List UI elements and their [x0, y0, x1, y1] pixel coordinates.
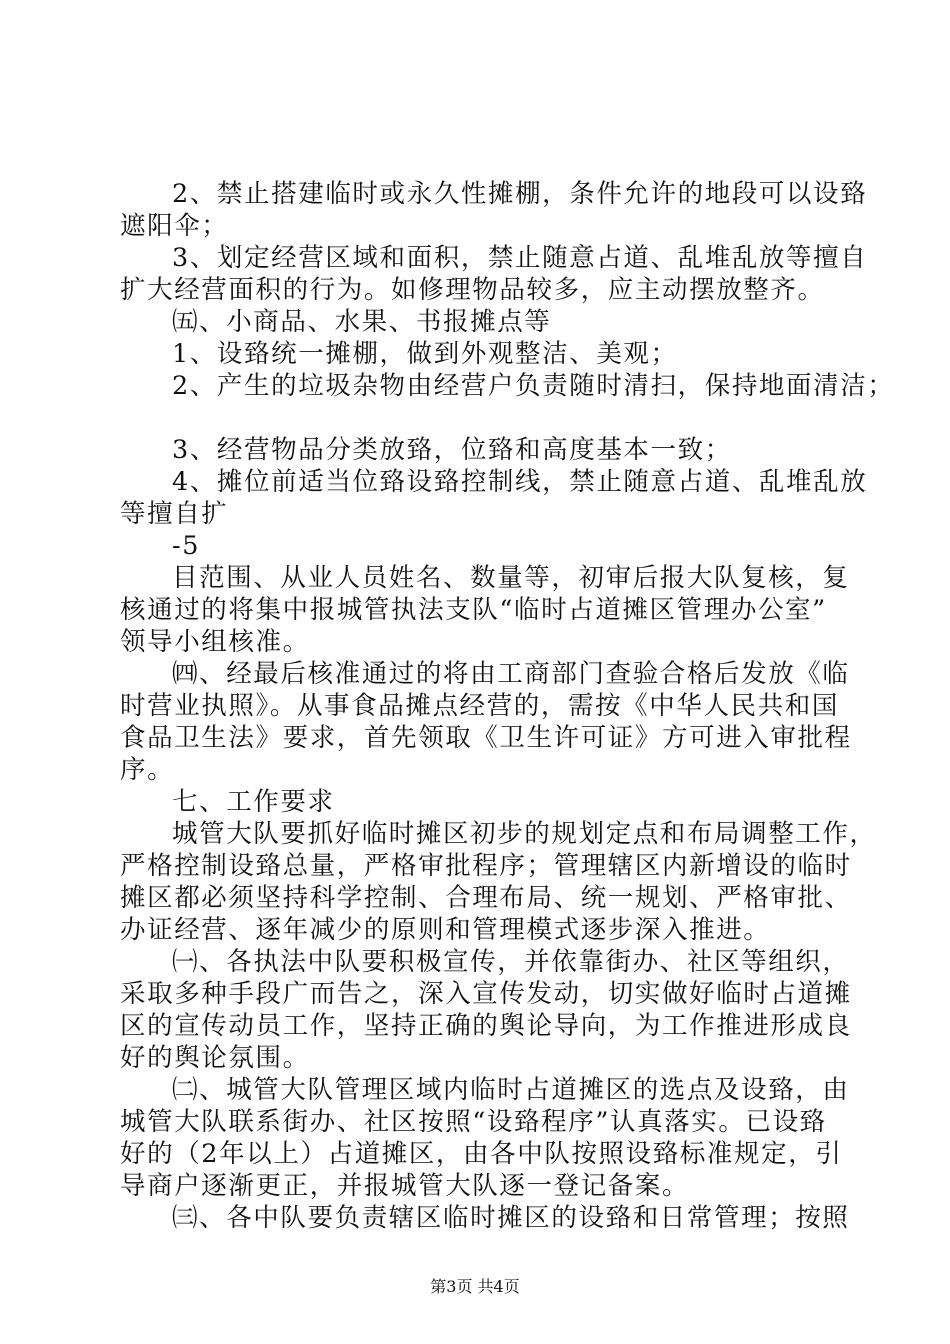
- text-line: 食品卫生法》要求，首先领取《卫生许可证》方可进入审批程: [120, 723, 852, 753]
- text-line: ㈢、各中队要负责辖区临时摊区的设臵和日常管理；按照: [172, 1203, 850, 1233]
- text-line: 扩大经营面积的行为。如修理物品较多，应主动摆放整齐。: [120, 275, 825, 305]
- text-line: 导商户逐渐更正，并报城管大队逐一登记备案。: [120, 1171, 690, 1201]
- text-line: 区的宣传动员工作，坚持正确的舆论导向，为工作推进形成良: [120, 1011, 852, 1041]
- text-line: 3、划定经营区域和面积，禁止随意占道、乱堆乱放等擅自: [172, 243, 868, 273]
- text-line: 好的舆论氛围。: [120, 1043, 310, 1073]
- text-line: ㈣、经最后核准通过的将由工商部门查验合格后发放《临: [172, 659, 850, 689]
- text-line: 序。: [120, 755, 175, 785]
- text-line: 2、产生的垃圾杂物由经营户负责随时清扫，保持地面清洁；: [172, 371, 895, 401]
- page-footer: 第3页 共4页: [430, 1277, 520, 1296]
- text-line: 等擅自扩: [120, 499, 229, 529]
- text-line: 核通过的将集中报城管执法支队“临时占道摊区管理办公室”: [120, 595, 827, 625]
- text-line: 严格控制设臵总量，严格审批程序；管理辖区内新增设的临时: [120, 851, 852, 881]
- text-line: 2、禁止搭建临时或永久性摊棚，条件允许的地段可以设臵: [172, 179, 868, 209]
- text-line: 4、摊位前适当位臵设臵控制线，禁止随意占道、乱堆乱放: [172, 467, 868, 497]
- page-fragment-marker: -5: [172, 531, 201, 561]
- text-line: ㈤、小商品、水果、书报摊点等: [172, 307, 552, 337]
- text-line: 目范围、从业人员姓名、数量等，初审后报大队复核，复: [172, 563, 850, 593]
- text-line: 办证经营、逐年减少的原则和管理模式逐步深入推进。: [120, 915, 771, 945]
- text-line: 遮阳伞；: [120, 211, 229, 241]
- section-heading: 七、工作要求: [172, 787, 335, 817]
- text-line: 时营业执照》。从事食品摊点经营的，需按《中华人民共和国: [120, 691, 839, 721]
- text-line: 摊区都必须坚持科学控制、合理布局、统一规划、严格审批、: [120, 883, 852, 913]
- text-line: 领导小组核准。: [120, 627, 310, 657]
- text-line: 好的（2年以上）占道摊区，由各中队按照设臵标准规定，引: [120, 1139, 843, 1169]
- text-line: 城管大队联系街办、社区按照“设臵程序”认真落实。已设臵: [120, 1107, 827, 1137]
- text-line: 1、设臵统一摊棚，做到外观整洁、美观；: [172, 339, 678, 369]
- text-line: ㈠、各执法中队要积极宣传，并依靠街办、社区等组织，: [172, 947, 850, 977]
- text-line: 城管大队要抓好临时摊区初步的规划定点和布局调整工作，: [172, 819, 877, 849]
- text-line: 3、经营物品分类放臵，位臵和高度基本一致；: [172, 435, 732, 465]
- text-line: ㈡、城管大队管理区域内临时占道摊区的选点及设臵，由: [172, 1075, 850, 1105]
- text-line: 采取多种手段广而告之，深入宣传发动，切实做好临时占道摊: [120, 979, 852, 1009]
